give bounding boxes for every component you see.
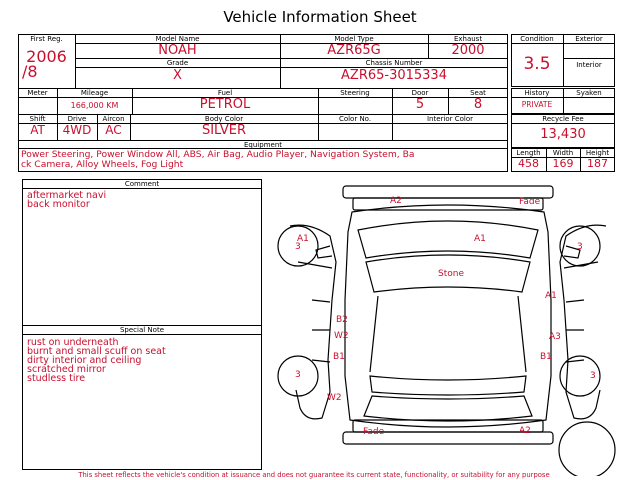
grade-label: Grade (166, 59, 189, 67)
damage-mark: 3 (295, 370, 301, 380)
damage-mark: A2 (390, 196, 402, 206)
damage-mark: A1 (297, 234, 309, 244)
fuel-value: PETROL (199, 97, 251, 112)
drive-label: Drive (67, 115, 87, 123)
damage-mark: W2 (334, 331, 349, 341)
height-label: Height (585, 149, 610, 157)
length-value: 458 (518, 157, 539, 170)
first-reg-label: First Reg. (30, 35, 63, 43)
comment-line: back monitor (27, 199, 90, 210)
mileage-label: Mileage (80, 89, 109, 97)
model-name-label: Model Name (155, 35, 200, 43)
damage-mark: A2 (519, 426, 531, 436)
equipment-line-2: ck Camera, Alloy Wheels, Fog Light (21, 159, 184, 170)
recycle-fee-label: Recycle Fee (542, 115, 584, 123)
damage-mark: B2 (336, 315, 348, 325)
exhaust-label: Exhaust (453, 35, 483, 43)
special-note-line: studless tire (27, 373, 86, 384)
special-note-line: scratched mirror (27, 364, 106, 375)
special-note-label: Special Note (119, 326, 165, 334)
damage-mark: B1 (540, 352, 552, 362)
mileage-value: 166,000 KM (70, 101, 119, 110)
first-reg-year: 2006 (26, 47, 67, 66)
damage-mark: Fade (363, 427, 385, 437)
damage-mark: 3 (590, 371, 596, 381)
damage-mark: Stone (438, 269, 464, 279)
syaken-label: Syaken (576, 89, 602, 97)
seat-value: 8 (473, 97, 483, 112)
interior-label: Interior (576, 61, 602, 69)
condition-label: Condition (520, 35, 554, 43)
recycle-fee-value: 13,430 (540, 127, 586, 142)
model-type-value: AZR65G (327, 43, 381, 58)
equipment-line-1: Power Steering, Power Window All, ABS, Air Bag, Audio Player, Navigation System, Ba (21, 149, 415, 160)
model-type-label: Model Type (334, 35, 374, 43)
damage-mark: B1 (333, 352, 345, 362)
equipment-label: Equipment (244, 141, 282, 149)
history-label: History (524, 89, 550, 97)
damage-mark: A1 (474, 234, 486, 244)
damage-mark: A1 (545, 291, 557, 301)
length-label: Length (516, 149, 541, 157)
chassis-value: AZR65-3015334 (341, 68, 447, 83)
color-no-label: Color No. (338, 115, 372, 123)
grade-value: X (173, 68, 182, 83)
model-name-value: NOAH (158, 43, 197, 58)
aircon-value: AC (105, 123, 122, 137)
drive-value: 4WD (62, 123, 92, 137)
page-title: Vehicle Information Sheet (223, 8, 417, 26)
exhaust-value: 2000 (451, 43, 485, 58)
history-value: PRIVATE (521, 100, 553, 109)
comment-line: aftermarket navi (27, 190, 107, 201)
exterior-label: Exterior (575, 35, 603, 43)
meter-label: Meter (27, 89, 48, 97)
damage-mark: W2 (327, 393, 342, 403)
body-color-value: SILVER (201, 123, 247, 138)
width-value: 169 (552, 157, 574, 170)
height-value: 187 (587, 157, 608, 170)
width-label: Width (552, 149, 574, 157)
special-note-line: dirty interior and ceiling (27, 355, 142, 366)
damage-mark: Fade (519, 197, 541, 207)
first-reg-month: /8 (22, 62, 38, 81)
damage-mark: A3 (549, 332, 561, 342)
damage-mark: 3 (577, 242, 583, 252)
seat-label: Seat (470, 89, 486, 97)
fuel-label: Fuel (217, 89, 233, 97)
aircon-label: Aircon (102, 115, 125, 123)
special-note-line: burnt and small scuff on seat (27, 346, 166, 357)
comment-label: Comment (124, 180, 160, 188)
condition-value: 3.5 (523, 54, 551, 74)
interior-color-label: Interior Color (426, 115, 474, 123)
shift-value: AT (30, 123, 45, 137)
disclaimer-footer: This sheet reflects the vehicle's condition at issuance and does not guarantee its current state, functionality, or suitability for any purpose (78, 471, 550, 479)
door-label: Door (411, 89, 429, 97)
chassis-label: Chassis Number (365, 59, 423, 67)
special-note-line: rust on underneath (27, 337, 119, 348)
shift-label: Shift (29, 115, 46, 123)
body-color-label: Body Color (204, 115, 244, 123)
damage-mark: 3 (295, 242, 301, 252)
door-value: 5 (415, 97, 425, 112)
car-damage-diagram (268, 178, 628, 476)
steering-label: Steering (340, 89, 370, 97)
